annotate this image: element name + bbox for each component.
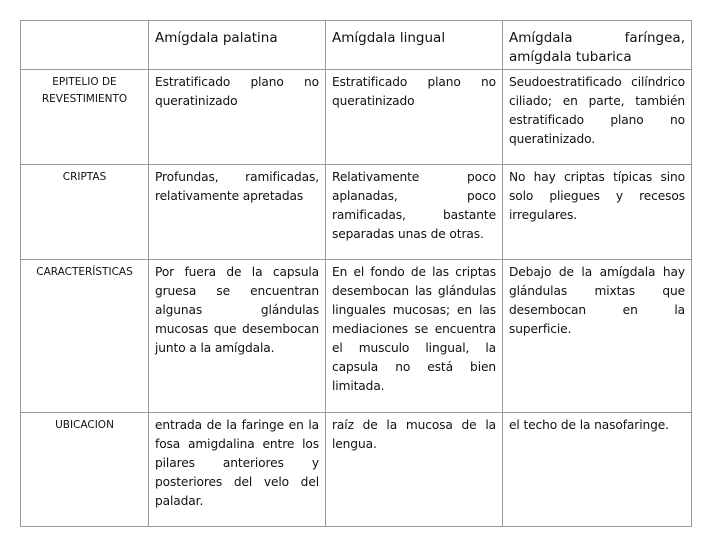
cell-caracteristicas-palatina: Por fuera de la capsula gruesa se encuentran algunas glándulas mucosas que desembocan junto a la amígdala. <box>149 260 326 413</box>
header-corner-cell <box>21 21 149 70</box>
comparison-table <box>20 20 692 527</box>
table-row-caracteristicas <box>21 260 692 413</box>
cell-criptas-lingual: Relativamente poco aplanadas, poco ramificadas, bastante separadas unas de otras. <box>326 165 503 260</box>
row-label-epitelio: EPITELIO DE REVESTIMIENTO <box>21 70 149 165</box>
table-row-criptas <box>21 165 692 260</box>
cell-ubicacion-lingual: raíz de la mucosa de la lengua. <box>326 413 503 527</box>
cell-caracteristicas-lingual: En el fondo de las criptas desembocan las glándulas linguales mucosas; en las mediaciones se encuentra el musculo lingual, la capsula no está bien limitada. <box>326 260 503 413</box>
header-lingual: Amígdala lingual <box>326 21 503 70</box>
header-row <box>21 21 692 70</box>
row-label-caracteristicas: CARACTERÍSTICAS <box>21 260 149 413</box>
cell-epitelio-lingual: Estratificado plano no queratinizado <box>326 70 503 165</box>
cell-criptas-palatina: Profundas, ramificadas, relativamente apretadas <box>149 165 326 260</box>
header-faringea: Amígdala faríngea, amígdala tubarica <box>503 21 692 70</box>
row-label-criptas: CRIPTAS <box>21 165 149 260</box>
cell-epitelio-faringea: Seudoestratificado cilíndrico ciliado; en parte, también estratificado plano no queratinizado. <box>503 70 692 165</box>
row-label-ubicacion: UBICACION <box>21 413 149 527</box>
table-row-epitelio <box>21 70 692 165</box>
header-palatina: Amígdala palatina <box>149 21 326 70</box>
cell-epitelio-palatina: Estratificado plano no queratinizado <box>149 70 326 165</box>
cell-caracteristicas-faringea: Debajo de la amígdala hay glándulas mixtas que desembocan en la superficie. <box>503 260 692 413</box>
table-row-ubicacion <box>21 413 692 527</box>
cell-ubicacion-palatina: entrada de la faringe en la fosa amigdalina entre los pilares anteriores y posteriores del velo del paladar. <box>149 413 326 527</box>
cell-ubicacion-faringea: el techo de la nasofaringe. <box>503 413 692 527</box>
cell-criptas-faringea: No hay criptas típicas sino solo pliegues y recesos irregulares. <box>503 165 692 260</box>
